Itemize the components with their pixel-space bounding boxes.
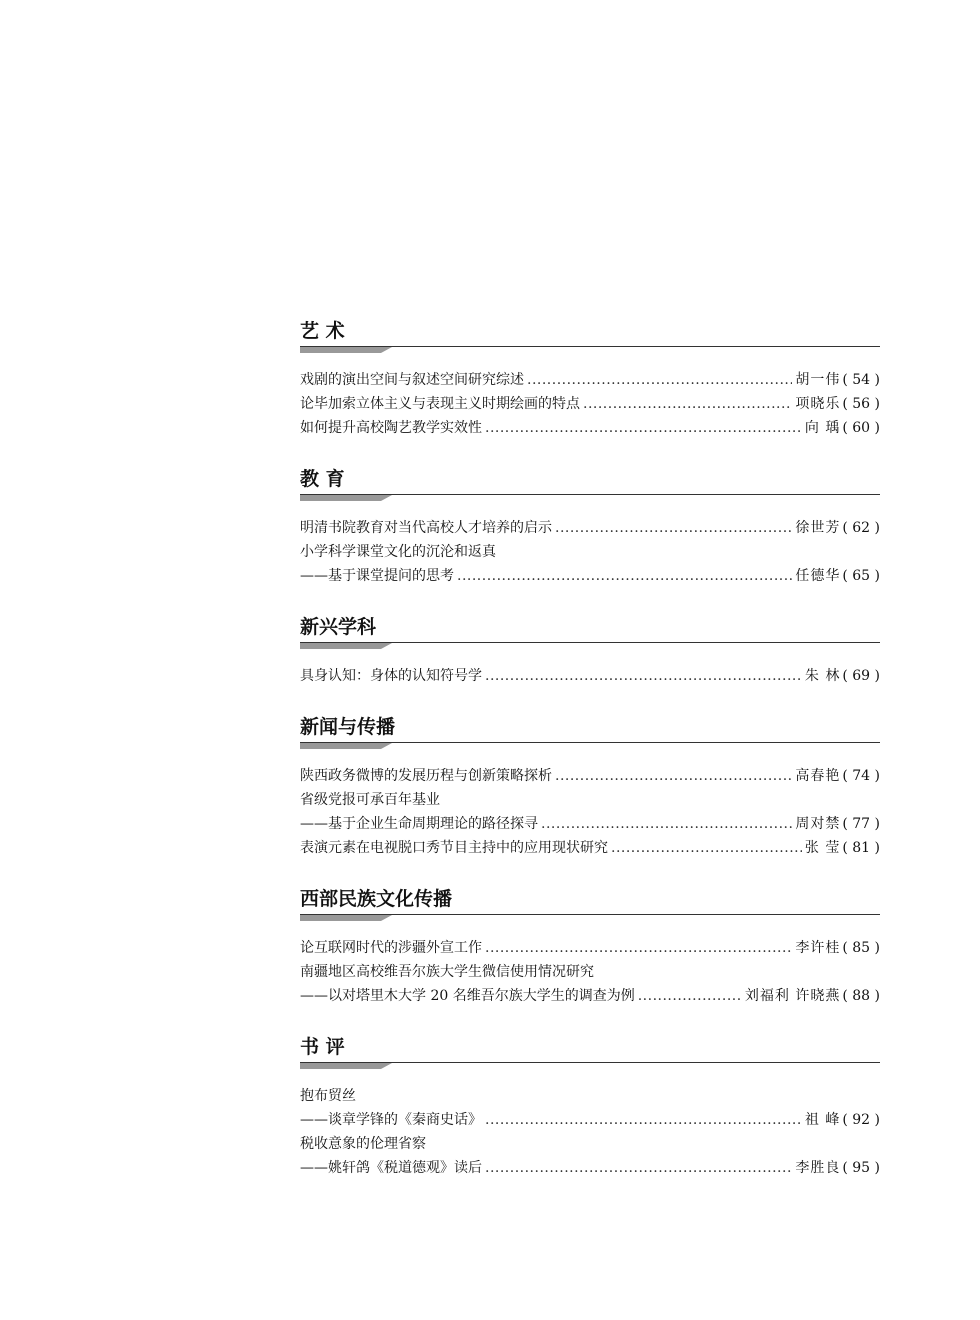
entry-author: 向 瑀 <box>804 420 841 436</box>
dot-leader <box>555 764 792 788</box>
toc-entry[interactable] <box>300 1156 880 1180</box>
dot-leader <box>583 392 792 416</box>
entry-author: 祖 峰 <box>804 1112 841 1128</box>
entry-main-title[interactable]: 抱布贸丝 <box>300 1088 356 1104</box>
toc-entry[interactable] <box>300 416 880 440</box>
section-divider <box>300 346 880 356</box>
section-title: 西部民族文化传播 <box>300 888 453 910</box>
dot-leader <box>555 516 792 540</box>
entry-author: 任德华 <box>795 568 841 584</box>
entry-main-title[interactable]: 南疆地区高校维吾尔族大学生微信使用情况研究 <box>300 964 594 980</box>
toc-entry[interactable] <box>300 516 880 540</box>
section-divider <box>300 494 880 504</box>
entry-page: ( 60 ) <box>842 420 880 436</box>
entry-page: ( 74 ) <box>842 768 880 784</box>
entry-title: 论互联网时代的涉疆外宣工作 <box>300 940 482 956</box>
section-book-review <box>300 1034 880 1180</box>
entry-page: ( 92 ) <box>842 1112 880 1128</box>
section-title: 艺 术 <box>300 320 345 342</box>
entry-author: 朱 林 <box>804 668 841 684</box>
entry-author: 胡一伟 <box>795 372 841 388</box>
section-education <box>300 466 880 588</box>
dot-leader <box>485 664 802 688</box>
toc-entry[interactable] <box>300 368 880 392</box>
toc-entry[interactable] <box>300 984 880 1008</box>
toc-entry[interactable] <box>300 812 880 836</box>
dot-leader <box>485 1156 792 1180</box>
toc-entry[interactable] <box>300 564 880 588</box>
section-western-ethnic-culture <box>300 886 880 1008</box>
entry-title: 陕西政务微博的发展历程与创新策略探析 <box>300 768 552 784</box>
section-divider <box>300 914 880 924</box>
entry-author: 项晓乐 <box>795 396 841 412</box>
toc-entry[interactable] <box>300 392 880 416</box>
entry-author: 徐世芳 <box>795 520 841 536</box>
dot-leader <box>485 936 792 960</box>
section-emerging-disciplines <box>300 614 880 688</box>
dot-leader <box>611 836 802 860</box>
section-divider <box>300 742 880 752</box>
entry-author: 李胜良 <box>795 1160 841 1176</box>
entry-page: ( 81 ) <box>842 840 880 856</box>
entry-subtitle: ——基于企业生命周期理论的路径探寻 <box>300 816 538 832</box>
entry-author: 高春艳 <box>795 768 841 784</box>
entry-subtitle: ——姚轩鸽《税道德观》读后 <box>300 1160 482 1176</box>
section-art <box>300 318 880 440</box>
entry-author: 张 莹 <box>804 840 841 856</box>
entry-title: 论毕加索立体主义与表现主义时期绘画的特点 <box>300 396 580 412</box>
section-divider <box>300 642 880 652</box>
toc-entry[interactable] <box>300 664 880 688</box>
entry-title: 戏剧的演出空间与叙述空间研究综述 <box>300 372 524 388</box>
section-divider <box>300 1062 880 1072</box>
section-title: 教 育 <box>300 468 345 490</box>
toc-entry[interactable] <box>300 1108 880 1132</box>
entry-main-title[interactable]: 小学科学课堂文化的沉沦和返真 <box>300 544 496 560</box>
section-title: 新闻与传播 <box>300 716 396 738</box>
entry-title: 表演元素在电视脱口秀节目主持中的应用现状研究 <box>300 840 608 856</box>
entry-page: ( 62 ) <box>842 520 880 536</box>
entry-title: 如何提升高校陶艺教学实效性 <box>300 420 482 436</box>
entry-main-title[interactable]: 省级党报可承百年基业 <box>300 792 440 808</box>
entry-title: 具身认知：身体的认知符号学 <box>300 668 482 684</box>
section-journalism <box>300 714 880 860</box>
entry-author: 周对禁 <box>795 816 841 832</box>
entry-author: 刘福利 许晓燕 <box>744 988 841 1004</box>
section-title: 新兴学科 <box>300 616 377 638</box>
table-of-contents <box>300 318 880 1206</box>
entry-author: 李许桂 <box>795 940 841 956</box>
dot-leader <box>457 564 792 588</box>
entry-subtitle: ——谈章学锋的《秦商史话》 <box>300 1112 482 1128</box>
toc-entry[interactable] <box>300 836 880 860</box>
entry-subtitle: ——以对塔里木大学 20 名维吾尔族大学生的调查为例 <box>300 988 635 1004</box>
entry-page: ( 95 ) <box>842 1160 880 1176</box>
dot-leader <box>638 984 742 1008</box>
dot-leader <box>485 1108 802 1132</box>
entry-page: ( 88 ) <box>842 988 880 1004</box>
entry-page: ( 77 ) <box>842 816 880 832</box>
section-title: 书 评 <box>300 1036 345 1058</box>
entry-page: ( 65 ) <box>842 568 880 584</box>
entry-page: ( 54 ) <box>842 372 880 388</box>
dot-leader <box>527 368 792 392</box>
toc-entry[interactable] <box>300 764 880 788</box>
entry-page: ( 56 ) <box>842 396 880 412</box>
entry-title: 明清书院教育对当代高校人才培养的启示 <box>300 520 552 536</box>
entry-subtitle: ——基于课堂提问的思考 <box>300 568 454 584</box>
dot-leader <box>485 416 802 440</box>
dot-leader <box>541 812 792 836</box>
entry-main-title[interactable]: 税收意象的伦理省察 <box>300 1136 426 1152</box>
entry-page: ( 69 ) <box>842 668 880 684</box>
toc-entry[interactable] <box>300 936 880 960</box>
entry-page: ( 85 ) <box>842 940 880 956</box>
